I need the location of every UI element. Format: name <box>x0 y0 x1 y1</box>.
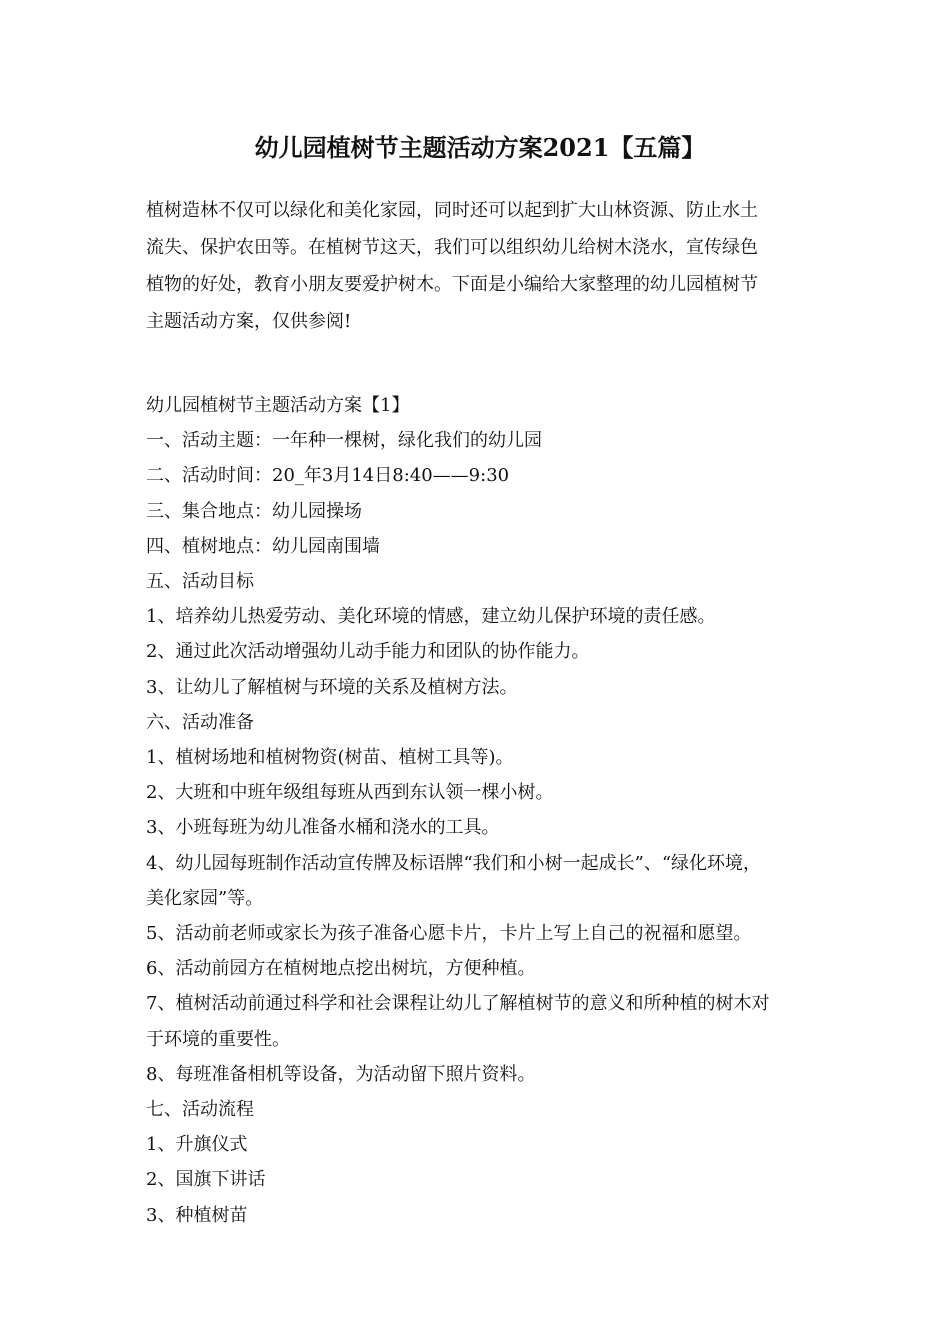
text-line: 四、植树地点：幼儿园南围墙 <box>146 535 380 557</box>
intro-line: 主题活动方案，仅供参阅! <box>146 311 352 332</box>
paragraph-spacer <box>146 340 810 388</box>
text-line: 3、种植树苗 <box>146 1204 248 1226</box>
text-line: 1、培养幼儿热爱劳动、美化环境的情感，建立幼儿保护环境的责任感。 <box>146 606 716 628</box>
text-line: 一、活动主题：一年种一棵树，绿化我们的幼儿园 <box>146 430 542 452</box>
text-line: 美化家园”等。 <box>146 887 264 909</box>
intro-line: 植物的好处，教育小朋友要爱护树木。下面是小编给大家整理的幼儿园植树节 <box>146 274 758 295</box>
text-line: 三、集合地点：幼儿园操场 <box>146 500 362 522</box>
text-line: 8、每班准备相机等设备，为活动留下照片资料。 <box>146 1063 536 1085</box>
section-heading: 幼儿园植树节主题活动方案【1】 <box>146 395 410 416</box>
intro-paragraph <box>146 192 810 340</box>
text-line: 二、活动时间：20_年3月14日8:40——9:30 <box>146 465 510 487</box>
text-line: 七、活动流程 <box>146 1099 254 1121</box>
text-line: 3、小班每班为幼儿准备水桶和浇水的工具。 <box>146 817 500 839</box>
intro-line: 流失、保护农田等。在植树节这天，我们可以组织幼儿给树木浇水，宣传绿色 <box>146 237 758 258</box>
text-line: 六、活动准备 <box>146 711 254 733</box>
text-line: 五、活动目标 <box>146 571 254 593</box>
text-line: 1、植树场地和植树物资(树苗、植树工具等)。 <box>146 747 514 769</box>
document-title: 幼儿园植树节主题活动方案2021【五篇】 <box>254 133 706 162</box>
text-line: 3、让幼儿了解植树与环境的关系及植树方法。 <box>146 676 518 698</box>
text-line: 于环境的重要性。 <box>146 1028 290 1050</box>
text-line: 1、升旗仪式 <box>146 1134 248 1156</box>
text-line: 4、幼儿园每班制作活动宣传牌及标语牌“我们和小树一起成长”、“绿化环境， <box>146 852 762 874</box>
text-line: 2、通过此次活动增强幼儿动手能力和团队的协作能力。 <box>146 641 590 663</box>
intro-line: 植树造林不仅可以绿化和美化家园，同时还可以起到扩大山林资源、防止水土 <box>146 200 758 221</box>
text-line: 7、植树活动前通过科学和社会课程让幼儿了解植树节的意义和所种植的树木对 <box>146 993 770 1015</box>
text-line: 6、活动前园方在植树地点挖出树坑，方便种植。 <box>146 958 536 980</box>
document-body <box>146 388 810 1233</box>
text-line: 2、大班和中班年级组每班从西到东认领一棵小树。 <box>146 782 554 804</box>
text-line: 5、活动前老师或家长为孩子准备心愿卡片，卡片上写上自己的祝福和愿望。 <box>146 923 752 945</box>
text-line: 2、国旗下讲话 <box>146 1169 266 1191</box>
